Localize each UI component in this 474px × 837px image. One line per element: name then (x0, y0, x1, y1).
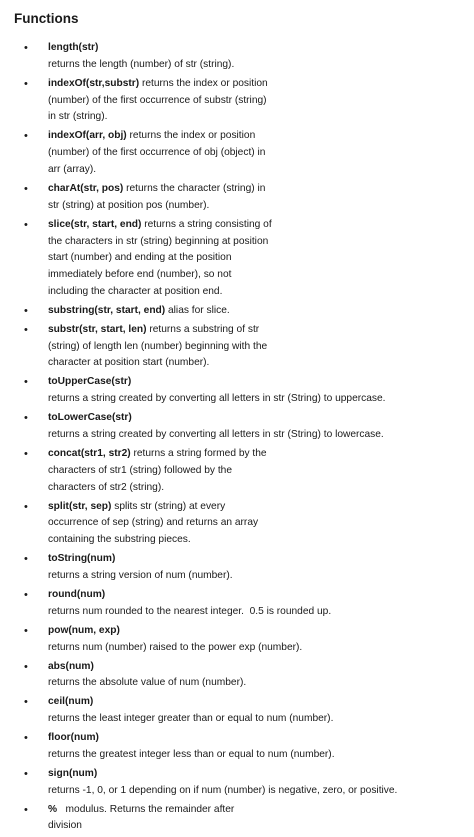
function-signature: ceil(num) (48, 696, 94, 708)
bullet-icon: • (24, 660, 28, 673)
function-signature: toLowerCase(str) (48, 412, 132, 424)
bullet-icon: • (24, 500, 28, 513)
list-item (0, 303, 296, 320)
function-description: returns the greatest integer less than or equal to num (number). (48, 748, 335, 760)
bullet-icon: • (24, 42, 28, 54)
list-item (0, 694, 474, 728)
bullet-icon: • (24, 304, 28, 317)
list-item (0, 623, 474, 657)
function-description: returns the index or position (number) of the first occurrence of substr (string) in str (string). (48, 77, 271, 123)
function-signature: % (48, 803, 58, 815)
bullet-icon: • (24, 412, 28, 425)
bullet-icon: • (24, 588, 28, 601)
list-item (0, 40, 474, 74)
bullet-icon: • (24, 448, 28, 461)
function-description: returns the length (number) of str (string). (48, 58, 235, 70)
function-signature: toString(num) (48, 553, 116, 565)
list-item (0, 499, 282, 549)
list-item (0, 322, 282, 372)
function-signature: indexOf(str,substr) (48, 77, 140, 89)
bullet-icon: • (24, 130, 28, 143)
function-signature: slice(str, start, end) (48, 218, 142, 230)
function-description: returns a substring of str (string) of length len (number) beginning with the character at position start (number). (48, 323, 270, 369)
bullet-icon: • (24, 553, 28, 566)
function-signature: indexOf(arr, obj) (48, 130, 127, 142)
list-item (0, 374, 474, 408)
bullet-icon: • (24, 323, 28, 336)
list-item (0, 217, 282, 301)
bullet-icon: • (24, 77, 28, 90)
function-description: returns the character (string) in str (string) at position pos (number). (48, 182, 269, 211)
list-item (0, 659, 474, 693)
function-signature: toUpperCase(str) (48, 376, 132, 388)
function-description: alias for slice. (165, 304, 230, 316)
function-signature: floor(num) (48, 732, 99, 744)
function-signature: substr(str, start, len) (48, 323, 147, 335)
function-description: returns a string created by converting all letters in str (String) to uppercase. (48, 393, 386, 405)
bullet-icon: • (24, 376, 28, 389)
list-item (0, 446, 282, 496)
function-signature: length(str) (48, 42, 99, 53)
list-item (0, 802, 266, 836)
list-item (0, 551, 474, 585)
function-signature: split(str, sep) (48, 500, 112, 512)
function-description: modulus. Returns the remainder after division (48, 803, 238, 832)
function-description: splits str (string) at every occurrence of sep (string) and returns an array containing the substring pieces. (48, 500, 261, 546)
function-signature: concat(str1, str2) (48, 448, 131, 460)
function-description: returns the index or position (number) of the first occurrence of obj (object) in arr (array). (48, 130, 269, 175)
list-item (0, 76, 282, 126)
function-list (0, 40, 474, 837)
function-description: returns a string created by converting all letters in str (String) to lowercase. (48, 429, 384, 441)
list-item (0, 181, 282, 215)
bullet-icon: • (24, 696, 28, 709)
bullet-icon: • (24, 767, 28, 780)
list-item (0, 587, 474, 621)
function-description: returns the least integer greater than or equal to num (number). (48, 713, 334, 725)
function-signature: charAt(str, pos) (48, 182, 124, 194)
function-description: returns num (number) raised to the power exp (number). (48, 641, 303, 653)
page-title: Functions (14, 11, 79, 26)
list-item (0, 766, 474, 800)
function-signature: abs(num) (48, 660, 94, 672)
bullet-icon: • (24, 218, 28, 231)
function-description: returns a string consisting of the characters in str (string) beginning at position start (number) and ending at the position immediately before end (number), so not including the character at position end. (48, 218, 275, 297)
function-description: returns -1, 0, or 1 depending on if num (number) is negative, zero, or positive. (48, 784, 398, 796)
list-item (0, 128, 282, 178)
function-description: returns num rounded to the nearest integer. 0.5 is rounded up. (48, 605, 332, 617)
bullet-icon: • (24, 182, 28, 195)
function-signature: sign(num) (48, 767, 98, 779)
list-item (0, 730, 474, 764)
bullet-icon: • (24, 732, 28, 745)
function-description: returns the absolute value of num (number). (48, 677, 247, 689)
function-signature: pow(num, exp) (48, 624, 120, 636)
function-signature: substring(str, start, end) (48, 304, 166, 316)
bullet-icon: • (24, 624, 28, 637)
bullet-icon: • (24, 803, 28, 816)
function-description: returns a string formed by the characters of str1 (string) followed by the characters of str2 (string). (48, 448, 270, 493)
list-item (0, 410, 474, 444)
function-signature: round(num) (48, 588, 106, 600)
function-description: returns a string version of num (number). (48, 569, 233, 581)
